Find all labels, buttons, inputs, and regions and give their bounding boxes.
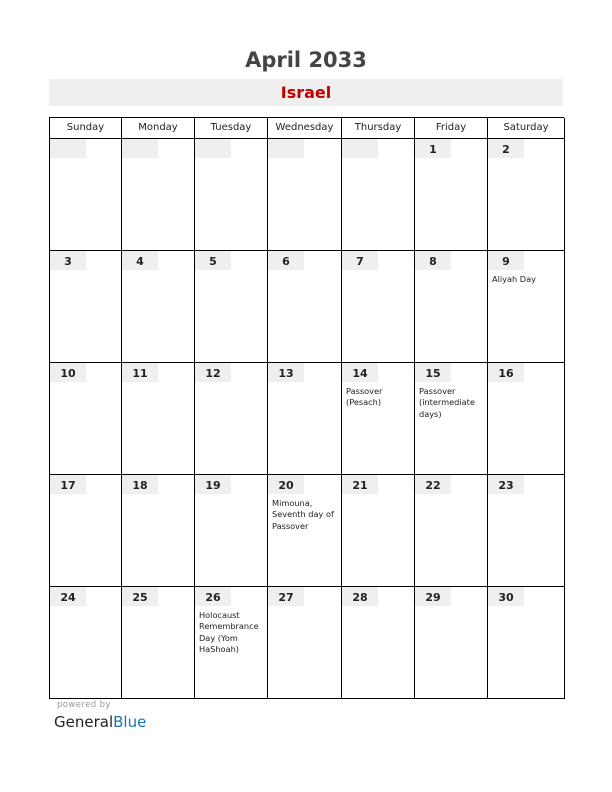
generalblue-logo[interactable]: [54, 713, 146, 731]
empty-day-tab: [50, 139, 86, 158]
week-row: [50, 139, 564, 251]
day-cell[interactable]: [488, 251, 565, 363]
country-banner: [49, 79, 563, 106]
day-cell[interactable]: [488, 363, 565, 475]
day-cell[interactable]: [342, 363, 415, 475]
holiday-label: Holocaust Remembrance Day (Yom HaShoah): [199, 610, 259, 654]
day-number: 2: [488, 139, 524, 158]
day-cell[interactable]: [415, 587, 488, 699]
holiday-label: Passover (Pesach): [346, 386, 383, 408]
empty-day-cell: [50, 139, 122, 251]
weekday-header-saturday: Saturday: [488, 118, 565, 139]
day-number: 19: [195, 475, 231, 494]
empty-day-cell: [122, 139, 195, 251]
day-cell[interactable]: [488, 587, 565, 699]
day-cell[interactable]: [122, 363, 195, 475]
country-label: Israel: [280, 83, 332, 102]
day-number: 6: [268, 251, 304, 270]
day-cell[interactable]: [415, 251, 488, 363]
calendar-grid: [49, 117, 564, 699]
day-number: 29: [415, 587, 451, 606]
weekday-header-monday: Monday: [122, 118, 195, 139]
day-number: 8: [415, 251, 451, 270]
day-number: 24: [50, 587, 86, 606]
day-number: 9: [488, 251, 524, 270]
day-cell[interactable]: [195, 475, 268, 587]
day-cell[interactable]: [488, 139, 565, 251]
weekday-header-sunday: Sunday: [50, 118, 122, 139]
weekday-header-wednesday: Wednesday: [268, 118, 342, 139]
page-title: April 2033: [245, 48, 367, 72]
day-cell[interactable]: [195, 363, 268, 475]
day-number: 1: [415, 139, 451, 158]
week-row: [50, 251, 564, 363]
holiday-label: Aliyah Day: [492, 274, 536, 284]
day-number: 25: [122, 587, 158, 606]
day-cell[interactable]: [50, 475, 122, 587]
week-row: [50, 475, 564, 587]
day-cell[interactable]: [268, 475, 342, 587]
empty-day-tab: [122, 139, 158, 158]
weekday-header-tuesday: Tuesday: [195, 118, 268, 139]
day-number: 17: [50, 475, 86, 494]
week-row: [50, 587, 564, 699]
day-cell[interactable]: [342, 251, 415, 363]
day-cell[interactable]: [122, 475, 195, 587]
day-number: 28: [342, 587, 378, 606]
weekday-header-thursday: Thursday: [342, 118, 415, 139]
day-number: 22: [415, 475, 451, 494]
day-number: 21: [342, 475, 378, 494]
day-number: 15: [415, 363, 451, 382]
empty-day-tab: [195, 139, 231, 158]
day-cell[interactable]: [268, 587, 342, 699]
day-cell[interactable]: [195, 251, 268, 363]
weekday-header-friday: Friday: [415, 118, 488, 139]
day-cell[interactable]: [195, 587, 268, 699]
day-number: 26: [195, 587, 231, 606]
weekday-header-row: [50, 118, 564, 139]
day-cell[interactable]: [122, 251, 195, 363]
day-number: 3: [50, 251, 86, 270]
day-number: 30: [488, 587, 524, 606]
day-number: 14: [342, 363, 378, 382]
day-number: 16: [488, 363, 524, 382]
empty-day-cell: [268, 139, 342, 251]
day-cell[interactable]: [122, 587, 195, 699]
brand-part-general: General: [54, 713, 114, 731]
day-cell[interactable]: [268, 363, 342, 475]
day-cell[interactable]: [268, 251, 342, 363]
day-number: 27: [268, 587, 304, 606]
powered-by-label: powered by: [57, 700, 111, 710]
holiday-label: Mimouna, Seventh day of Passover: [272, 498, 334, 531]
empty-day-tab: [268, 139, 304, 158]
day-number: 10: [50, 363, 86, 382]
brand-part-blue: Blue: [113, 713, 147, 731]
day-cell[interactable]: [415, 475, 488, 587]
empty-day-tab: [342, 139, 378, 158]
day-cell[interactable]: [50, 251, 122, 363]
day-cell[interactable]: [415, 139, 488, 251]
day-number: 23: [488, 475, 524, 494]
day-cell[interactable]: [342, 475, 415, 587]
empty-day-cell: [342, 139, 415, 251]
empty-day-cell: [195, 139, 268, 251]
day-number: 11: [122, 363, 158, 382]
day-number: 13: [268, 363, 304, 382]
day-cell[interactable]: [50, 587, 122, 699]
day-number: 20: [268, 475, 304, 494]
day-number: 5: [195, 251, 231, 270]
day-cell[interactable]: [415, 363, 488, 475]
week-row: [50, 363, 564, 475]
day-cell[interactable]: [342, 587, 415, 699]
day-number: 18: [122, 475, 158, 494]
day-cell[interactable]: [488, 475, 565, 587]
day-number: 7: [342, 251, 378, 270]
day-cell[interactable]: [50, 363, 122, 475]
day-number: 4: [122, 251, 158, 270]
holiday-label: Passover (intermediate days): [419, 386, 475, 419]
day-number: 12: [195, 363, 231, 382]
